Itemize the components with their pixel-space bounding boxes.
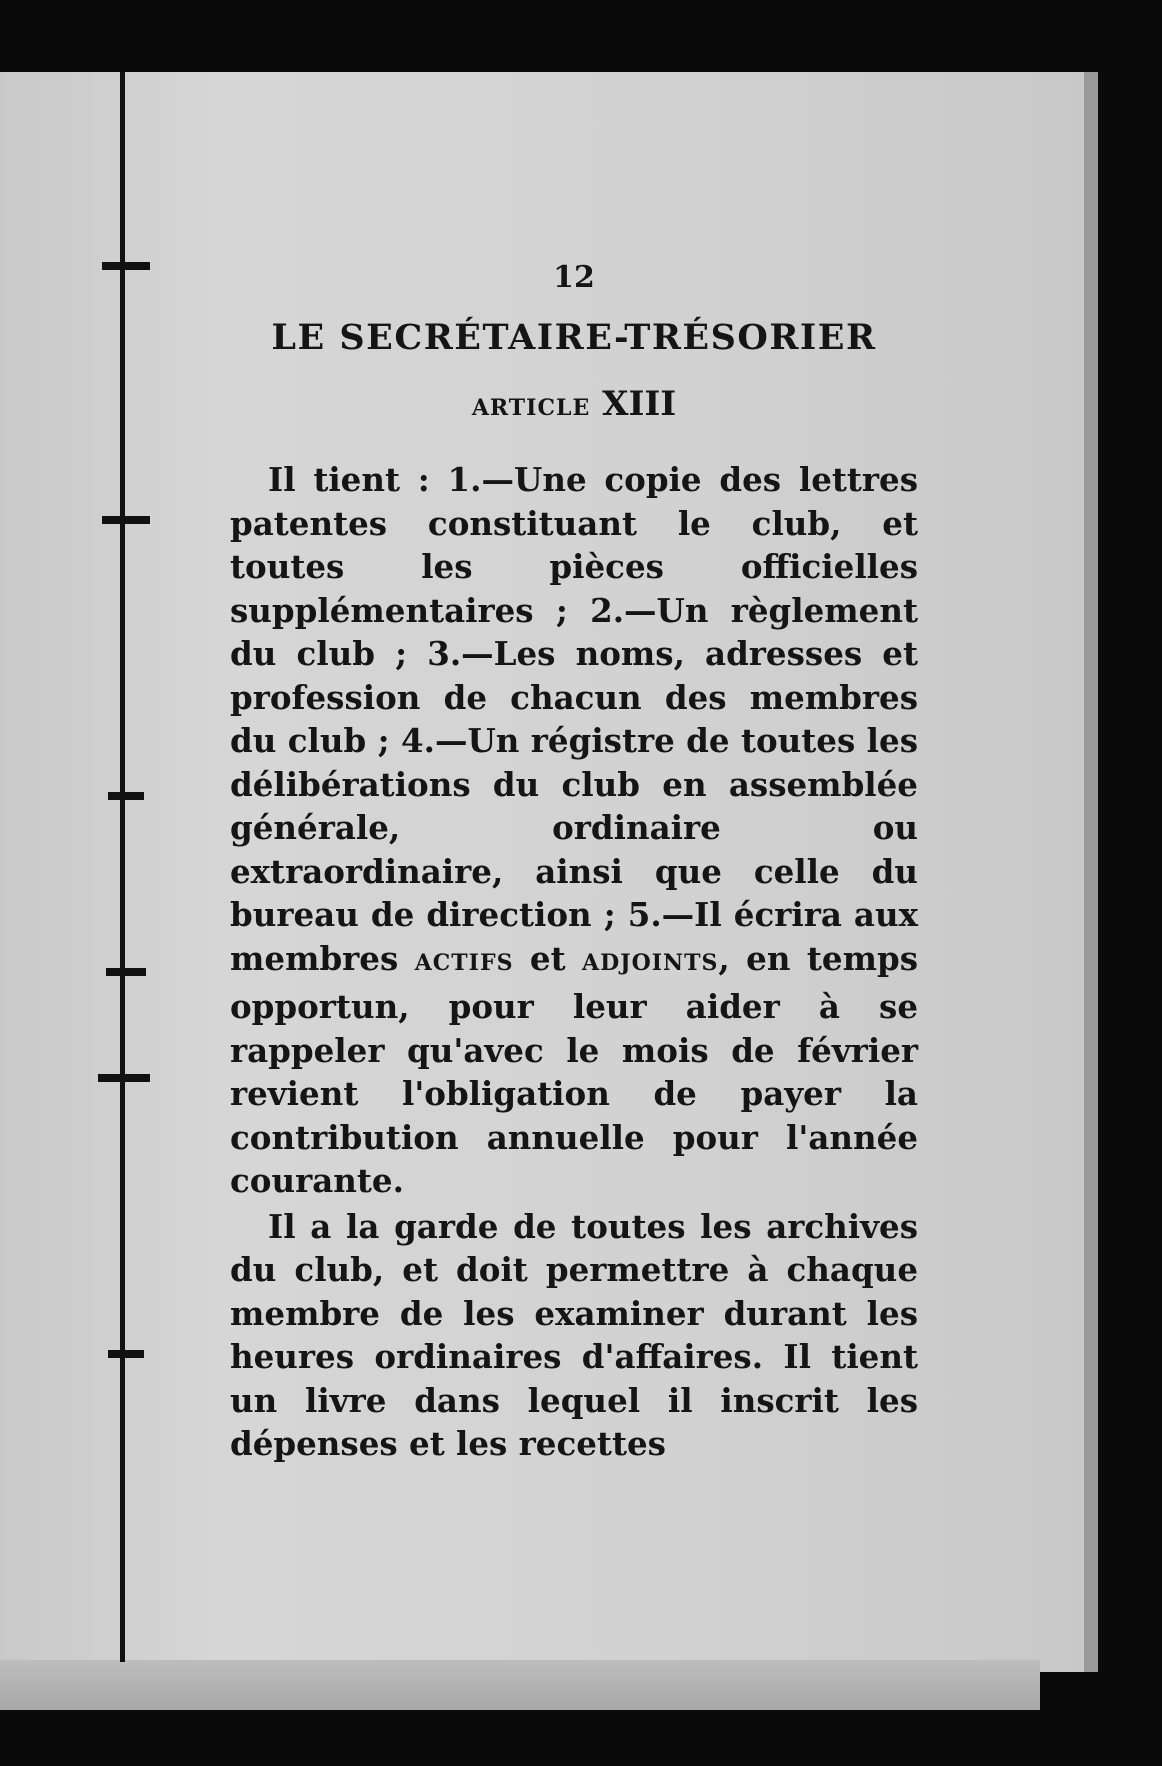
paragraph-text: , en temps opportun, pour leur aider à se rappeler qu'avec le mois de février revient l'obligation de payer la contribution annuelle pour l'année courante.: [230, 938, 919, 1200]
article-heading: [230, 384, 918, 424]
article-label: ARTICLE: [471, 395, 591, 421]
binding-stitch: [108, 792, 144, 800]
paragraph-text: et: [513, 938, 583, 978]
small-caps-term: ADJOINTS: [582, 949, 719, 976]
paragraph-archives: Il a la garde de toutes les archives du club, et doit permettre à chaque membre de les examiner durant les heures ordinaires d'affaires. Il tient un livre dans lequel il inscrit les dépenses et les recettes: [230, 1206, 918, 1463]
binding-stitch: [108, 1350, 144, 1358]
bottom-page-edge: [0, 1660, 1040, 1710]
article-numeral: XIII: [602, 384, 677, 424]
small-caps-term: ACTIFS: [414, 949, 514, 976]
chapter-title: LE SECRÉTAIRE-TRÉSORIER: [271, 317, 877, 358]
binding-stitch: [102, 516, 150, 524]
page-number: 12: [553, 260, 595, 295]
paragraph-text: Il tient : 1.—Une copie des lettres patentes constituant le club, et toutes les pièces officielles supplémentaires ; 2.—Un règlement du club ; 3.—Les noms, adresses et profession de chacun des membres du club ; 4.—Un régistre de toutes les délibérations du club en assemblée générale, ordinaire ou extraordinaire, ainsi que celle du bureau de direction ; 5.—Il écrira aux membres: [230, 460, 918, 978]
binding-stitch: [102, 262, 150, 270]
binding-stitch: [106, 968, 146, 976]
page-content: [230, 260, 918, 1466]
paragraph-duties: [230, 458, 918, 1203]
binding-spine: [120, 72, 125, 1662]
binding-stitch: [98, 1074, 150, 1082]
page-edge-shadow: [1084, 72, 1098, 1672]
